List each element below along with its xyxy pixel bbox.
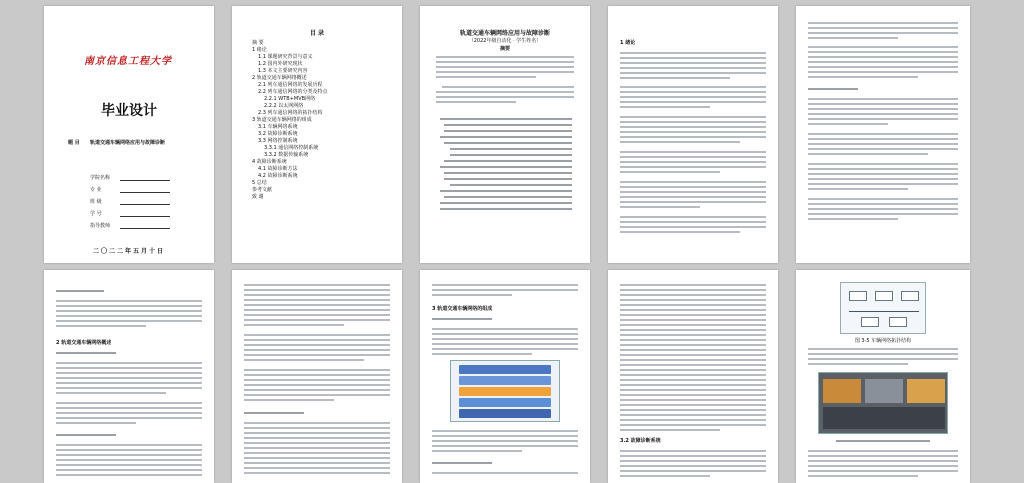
text-line	[620, 226, 766, 228]
text-line	[56, 454, 202, 456]
abstract-page-title: 轨道交通车辆网络应用与故障诊断	[459, 30, 550, 37]
text-line	[620, 57, 766, 59]
chapter-heading: 3 轨道交通车辆网络的组成	[432, 306, 493, 312]
text-line	[620, 304, 766, 306]
text-line	[244, 284, 390, 286]
text-line	[56, 377, 202, 379]
text-line	[620, 52, 766, 54]
text-line	[620, 191, 766, 193]
text-line	[808, 103, 958, 105]
text-line	[620, 429, 720, 431]
text-line	[808, 133, 958, 135]
document-page-cover[interactable]	[44, 6, 214, 263]
text-line	[620, 161, 766, 163]
text-line	[620, 404, 766, 406]
text-line	[620, 470, 766, 472]
text-line	[244, 324, 344, 326]
toc-title: 目 录	[309, 30, 325, 37]
toc-entry: 1.3 本文主要研究内容	[258, 68, 308, 74]
toc-line	[440, 166, 572, 168]
text-line	[244, 447, 390, 449]
text-line	[432, 450, 522, 452]
text-line	[808, 118, 958, 120]
text-line	[620, 414, 766, 416]
text-line	[432, 284, 578, 286]
toc-entry: 1 绪论	[252, 47, 267, 53]
text-line	[56, 310, 202, 312]
text-line	[808, 153, 928, 155]
text-line	[620, 136, 766, 138]
text-line	[244, 457, 390, 459]
text-line	[244, 442, 390, 444]
text-line	[56, 417, 202, 419]
text-line	[56, 305, 202, 307]
text-line	[808, 37, 898, 39]
document-page-toc[interactable]	[232, 6, 402, 263]
text-line	[620, 465, 766, 467]
text-line	[808, 198, 958, 200]
text-line	[620, 121, 766, 123]
text-line	[244, 354, 390, 356]
text-line	[244, 374, 390, 376]
text-line	[432, 430, 578, 432]
text-line	[620, 294, 766, 296]
toc-line	[440, 190, 572, 192]
text-line	[808, 363, 908, 365]
text-line	[436, 96, 574, 98]
toc-entry: 1.2 国内外研究现状	[258, 61, 303, 67]
text-line	[620, 126, 766, 128]
train-equipment-photo	[818, 372, 948, 434]
text-line	[244, 462, 390, 464]
text-line	[56, 412, 202, 414]
text-line	[808, 203, 958, 205]
subheading-line	[808, 88, 858, 90]
toc-line	[444, 124, 572, 126]
cover-field-line	[120, 204, 170, 205]
text-line	[244, 334, 390, 336]
text-line	[620, 141, 740, 143]
text-line	[244, 359, 364, 361]
photo-detail	[823, 407, 945, 429]
text-line	[620, 166, 766, 168]
text-line	[808, 22, 958, 24]
text-line	[432, 472, 578, 474]
text-line	[432, 445, 578, 447]
text-line	[808, 56, 958, 58]
network-topology-diagram	[840, 282, 926, 334]
toc-entry: 2.2 列车通信网络的分类及特点	[258, 89, 328, 95]
text-line	[620, 409, 766, 411]
text-line	[244, 294, 390, 296]
cover-field-line	[120, 192, 170, 193]
text-line	[808, 348, 958, 350]
cover-field-label: 专 业	[90, 187, 102, 193]
text-line	[436, 101, 516, 103]
text-line	[620, 374, 766, 376]
cover-field-label: 学 号	[90, 211, 102, 217]
diagram-node	[889, 317, 907, 327]
subheading-line	[244, 412, 304, 414]
text-line	[808, 465, 958, 467]
text-line	[244, 467, 390, 469]
text-line	[620, 131, 766, 133]
text-line	[620, 314, 766, 316]
text-line	[56, 422, 136, 424]
text-line	[808, 173, 958, 175]
text-line	[244, 399, 334, 401]
text-line	[808, 455, 958, 457]
text-line	[808, 27, 958, 29]
text-line	[620, 201, 766, 203]
text-line	[620, 339, 766, 341]
diagram-layer	[459, 376, 551, 385]
text-line	[56, 407, 202, 409]
text-line	[808, 353, 958, 355]
toc-entry: 2.1 列车通信网络的发展历程	[258, 82, 323, 88]
diagram-node	[875, 291, 893, 301]
section-heading: 3.2 故障诊断系统	[620, 438, 661, 444]
text-line	[436, 76, 536, 78]
text-line	[808, 46, 958, 48]
text-line	[808, 123, 888, 125]
text-line	[56, 469, 202, 471]
text-line	[620, 349, 766, 351]
text-line	[620, 72, 766, 74]
text-line	[432, 353, 532, 355]
text-line	[620, 284, 766, 286]
text-line	[620, 384, 766, 386]
diagram-layer	[459, 387, 551, 396]
cover-field-label: 班 级	[90, 199, 102, 205]
caption-line	[836, 440, 930, 442]
cover-topic-label: 题 目	[68, 140, 80, 146]
text-line	[808, 143, 958, 145]
photo-detail	[907, 379, 945, 403]
toc-entry: 3.1 车辆网络系统	[258, 124, 298, 130]
toc-entry: 2.2.1 WTB+MVB网络	[264, 96, 316, 102]
text-line	[620, 77, 730, 79]
diagram-layer	[459, 398, 551, 407]
text-line	[436, 56, 574, 58]
text-line	[620, 389, 766, 391]
toc-entry: 4.1 故障诊断方法	[258, 166, 298, 172]
chapter-heading: 2 轨道交通车辆网络概述	[56, 340, 112, 346]
text-line	[620, 455, 766, 457]
diagram-layer	[459, 365, 551, 374]
text-line	[56, 402, 202, 404]
text-line	[620, 329, 766, 331]
text-line	[620, 460, 766, 462]
toc-line	[444, 160, 572, 162]
text-line	[56, 362, 202, 364]
text-line	[56, 449, 202, 451]
document-page-abstract[interactable]	[420, 6, 590, 263]
text-line	[808, 66, 958, 68]
text-line	[808, 460, 958, 462]
text-line	[620, 91, 766, 93]
text-line	[244, 437, 390, 439]
cover-main-title: 毕业设计	[101, 103, 157, 119]
system-architecture-diagram	[450, 360, 560, 422]
text-line	[808, 213, 958, 215]
document-page-diagnosis[interactable]	[608, 270, 778, 483]
text-line	[620, 62, 766, 64]
text-line	[244, 344, 390, 346]
cover-date: 二〇二二年五月十日	[92, 248, 165, 255]
text-line	[436, 91, 574, 93]
toc-line	[450, 154, 572, 156]
text-line	[244, 349, 390, 351]
text-line	[244, 339, 390, 341]
toc-entry: 2.3 列车通信网络的拓扑结构	[258, 110, 323, 116]
document-page-text[interactable]	[796, 6, 970, 263]
text-line	[620, 67, 766, 69]
text-line	[620, 86, 766, 88]
text-line	[620, 181, 766, 183]
toc-entry: 3.2 故障诊断系统	[258, 131, 298, 137]
document-page-chapter3[interactable]	[420, 270, 590, 483]
text-line	[432, 328, 578, 330]
text-line	[620, 216, 766, 218]
text-line	[620, 359, 766, 361]
text-line	[244, 384, 390, 386]
text-line	[620, 324, 766, 326]
toc-entry: 4 故障诊断系统	[252, 159, 287, 165]
document-page-text[interactable]	[232, 270, 402, 483]
text-line	[244, 289, 390, 291]
diagram-node	[901, 291, 919, 301]
toc-entry: 3.3.2 数据传输系统	[264, 152, 309, 158]
text-line	[432, 338, 578, 340]
text-line	[808, 450, 958, 452]
toc-entry: 参考文献	[252, 187, 273, 193]
text-line	[432, 348, 578, 350]
toc-line	[444, 196, 572, 198]
cover-field-label: 学院名称	[90, 175, 111, 181]
text-line	[56, 315, 202, 317]
text-line	[244, 452, 390, 454]
subheading-line	[432, 462, 492, 464]
text-line	[244, 422, 390, 424]
text-line	[620, 344, 766, 346]
text-line	[808, 475, 918, 477]
toc-line	[444, 178, 572, 180]
text-line	[432, 343, 578, 345]
document-page-intro[interactable]	[44, 270, 214, 483]
toc-entry: 3.3 网络控制系统	[258, 138, 298, 144]
text-line	[808, 183, 958, 185]
diagram-layer	[459, 409, 551, 418]
text-line	[620, 354, 766, 356]
toc-entry: 2 轨道交通车辆网络概述	[252, 75, 307, 81]
text-line	[620, 364, 766, 366]
toc-entry: 致 谢	[252, 194, 264, 200]
text-line	[620, 289, 766, 291]
document-page-chapter1[interactable]	[608, 6, 778, 263]
text-line	[432, 435, 578, 437]
text-line	[244, 304, 390, 306]
toc-entry: 4.2 故障诊断系统	[258, 173, 298, 179]
chapter-heading: 1 绪论	[620, 40, 636, 46]
text-line	[808, 138, 958, 140]
photo-detail	[823, 379, 861, 403]
text-line	[244, 309, 390, 311]
text-line	[808, 470, 958, 472]
text-line	[808, 51, 958, 53]
text-line	[56, 474, 202, 476]
text-line	[620, 156, 766, 158]
photo-detail	[865, 379, 903, 403]
diagram-bus-line	[849, 311, 919, 312]
diagram-node	[849, 291, 867, 301]
text-line	[808, 61, 958, 63]
text-line	[808, 148, 958, 150]
toc-entry: 摘 要	[252, 40, 264, 46]
figure-caption: 图 3-5 车辆网络拓扑结构	[854, 338, 912, 344]
text-line	[56, 392, 166, 394]
text-line	[56, 320, 202, 322]
toc-line	[440, 136, 572, 138]
toc-line	[440, 208, 572, 210]
text-line	[620, 186, 766, 188]
abstract-subtitle: （2022年级自动化 · 学生姓名）	[468, 38, 542, 44]
text-line	[808, 71, 958, 73]
text-line	[620, 101, 766, 103]
cover-field-line	[120, 180, 170, 181]
text-line	[620, 419, 766, 421]
text-line	[436, 66, 574, 68]
text-line	[620, 151, 766, 153]
text-line	[620, 96, 766, 98]
toc-entry: 3.3.1 通信网络控制系统	[264, 145, 319, 151]
text-line	[56, 464, 202, 466]
text-line	[620, 379, 766, 381]
toc-line	[450, 148, 572, 150]
text-line	[620, 369, 766, 371]
text-line	[808, 108, 958, 110]
text-line	[808, 98, 958, 100]
text-line	[436, 71, 574, 73]
subheading-line	[432, 318, 492, 320]
text-line	[620, 231, 740, 233]
text-line	[244, 319, 390, 321]
text-line	[620, 394, 766, 396]
text-line	[432, 333, 578, 335]
text-line	[620, 424, 766, 426]
text-line	[432, 294, 512, 296]
text-line	[432, 289, 578, 291]
text-line	[436, 61, 574, 63]
text-line	[808, 76, 918, 78]
text-line	[620, 450, 766, 452]
text-line	[56, 300, 202, 302]
diagram-node	[861, 317, 879, 327]
text-line	[56, 367, 202, 369]
toc-line	[440, 118, 572, 120]
text-line	[244, 314, 390, 316]
text-line	[56, 459, 202, 461]
abstract-heading: 摘要	[499, 46, 510, 52]
toc-entry: 3 轨道交通车辆网络的组成	[252, 117, 312, 123]
cover-topic: 轨道交通车辆网络应用与故障诊断	[90, 140, 166, 146]
text-line	[56, 387, 202, 389]
text-line	[244, 389, 390, 391]
text-line	[56, 372, 202, 374]
text-line	[620, 399, 766, 401]
text-line	[56, 444, 202, 446]
subheading-line	[56, 434, 116, 436]
text-line	[244, 427, 390, 429]
document-page-figures[interactable]	[796, 270, 970, 483]
text-line	[808, 188, 908, 190]
toc-entry: 5 总结	[252, 180, 267, 186]
text-line	[620, 309, 766, 311]
text-line	[808, 358, 958, 360]
text-line	[808, 208, 958, 210]
text-line	[244, 394, 390, 396]
text-line	[620, 196, 766, 198]
text-line	[808, 113, 958, 115]
toc-line	[444, 130, 572, 132]
text-line	[620, 334, 766, 336]
text-line	[808, 168, 958, 170]
toc-line	[444, 172, 572, 174]
toc-entry: 1.1 课题研究背景与意义	[258, 54, 313, 60]
toc-line	[440, 202, 572, 204]
text-line	[244, 432, 390, 434]
text-line	[808, 163, 958, 165]
text-line	[620, 171, 720, 173]
text-line	[620, 221, 766, 223]
cover-field-line	[120, 228, 170, 229]
text-line	[442, 86, 574, 88]
toc-line	[444, 142, 572, 144]
text-line	[244, 379, 390, 381]
text-line	[620, 206, 700, 208]
cover-field-label: 指导教师	[90, 223, 111, 229]
text-line	[56, 382, 202, 384]
text-line	[808, 32, 958, 34]
cover-field-line	[120, 216, 170, 217]
text-line	[620, 319, 766, 321]
text-line	[432, 440, 578, 442]
toc-line	[450, 184, 572, 186]
text-line	[620, 106, 710, 108]
text-line	[244, 299, 390, 301]
text-line	[808, 218, 898, 220]
subheading-line	[56, 290, 104, 292]
toc-entry: 2.2.2 以太网网络	[264, 103, 304, 109]
text-line	[56, 325, 146, 327]
text-line	[620, 116, 766, 118]
text-line	[808, 178, 958, 180]
subheading-line	[56, 352, 116, 354]
university-logo: 南京信息工程大学	[84, 56, 172, 67]
text-line	[620, 475, 710, 477]
text-line	[244, 369, 390, 371]
text-line	[620, 299, 766, 301]
text-line	[244, 472, 390, 474]
